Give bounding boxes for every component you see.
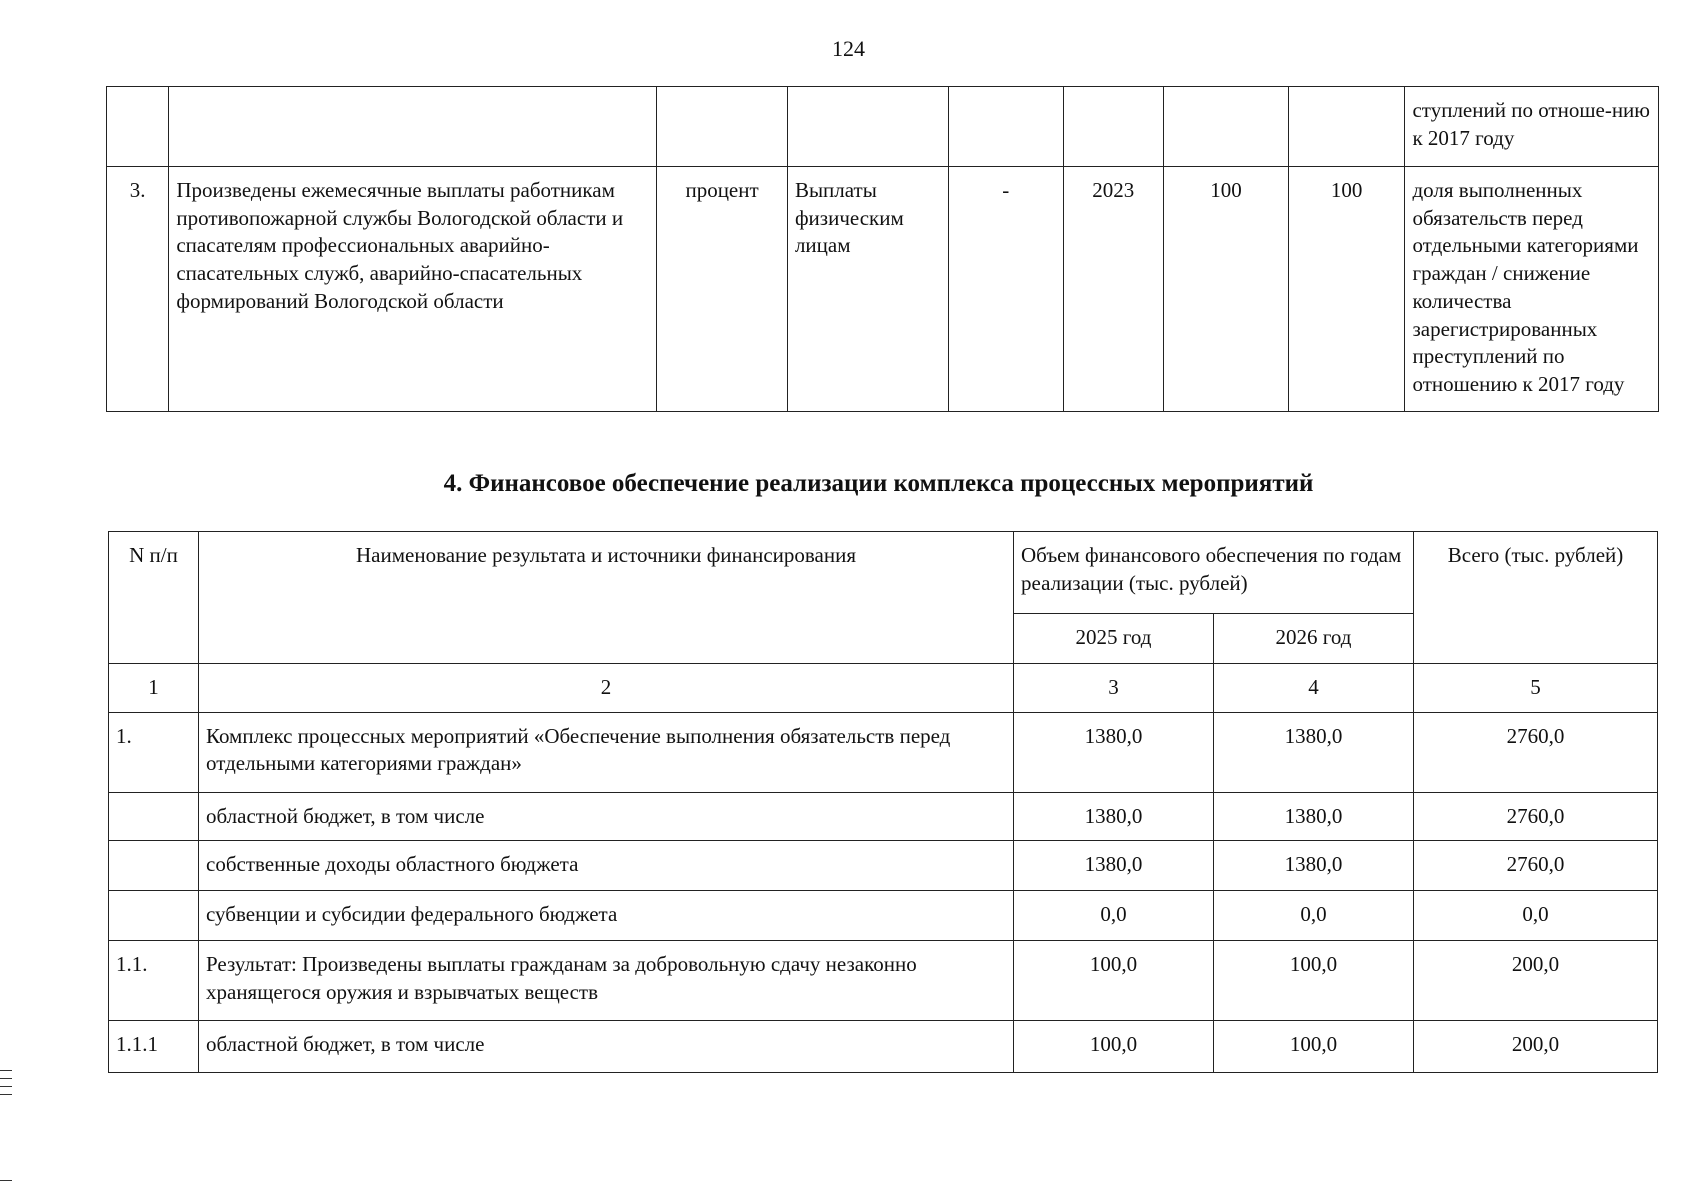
column-number: 1 [109, 664, 199, 713]
column-number: 4 [1214, 664, 1414, 713]
table-row [109, 792, 1658, 841]
value-total: 0,0 [1414, 891, 1658, 941]
value-2025: 100,0 [1014, 941, 1214, 1021]
column-number: 3 [1014, 664, 1214, 713]
financing-table [108, 531, 1658, 1073]
row-name: Результат: Произведены выплаты гражданам за добровольную сдачу незаконно хранящегося оружия и взрывчатых веществ [199, 941, 1014, 1021]
row-number: 1.1.1 [109, 1021, 199, 1073]
result-name: Произведены ежемесячные выплаты работникам противопожарной службы Вологодской области и спасателям профессиональных аварийно-спасательных служб, аварийно-спасательных формирований Вологодской области [169, 167, 657, 412]
column-number: 2 [199, 664, 1014, 713]
table-row [109, 891, 1658, 941]
row-number [109, 841, 199, 891]
value-2026: 1380,0 [1214, 841, 1414, 891]
row-name: областной бюджет, в том числе [199, 1021, 1014, 1073]
table-row [109, 941, 1658, 1021]
binding-mark [0, 1180, 12, 1181]
value-2026: 1380,0 [1214, 712, 1414, 792]
header-year-2025: 2025 год [1014, 614, 1214, 664]
value-2026: 1380,0 [1214, 792, 1414, 841]
unit-cell: процент [657, 167, 788, 412]
row-number [109, 891, 199, 941]
value-cell: 100 [1164, 167, 1289, 412]
row-number: 1. [109, 712, 199, 792]
header-name: Наименование результата и источники финансирования [199, 532, 1014, 664]
section-title: 4. Финансовое обеспечение реализации комплекса процессных мероприятий [443, 470, 1314, 497]
column-number: 5 [1414, 664, 1658, 713]
page-number: 124 [832, 36, 865, 61]
value-total: 200,0 [1414, 941, 1658, 1021]
header-row [109, 532, 1658, 614]
binding-mark [0, 1086, 12, 1087]
table-cell: ступлений по отноше-нию к 2017 году [1405, 87, 1659, 167]
binding-mark [0, 1094, 12, 1095]
table-row [109, 712, 1658, 792]
value-2026: 100,0 [1214, 1021, 1414, 1073]
header-year-2026: 2026 год [1214, 614, 1414, 664]
value-total: 2760,0 [1414, 712, 1658, 792]
column-number-row [109, 664, 1658, 713]
row-name: субвенции и субсидии федерального бюджета [199, 891, 1014, 941]
value-2026: 0,0 [1214, 891, 1414, 941]
table-row [109, 1021, 1658, 1073]
year-cell: 2023 [1063, 167, 1164, 412]
header-volume: Объем финансового обеспечения по годам реализации (тыс. рублей) [1014, 532, 1414, 614]
row-number [109, 792, 199, 841]
value-total: 200,0 [1414, 1021, 1658, 1073]
table-row [107, 167, 1659, 412]
value-2025: 100,0 [1014, 1021, 1214, 1073]
value-2025: 1380,0 [1014, 712, 1214, 792]
header-num: N п/п [109, 532, 199, 664]
value-total: 2760,0 [1414, 792, 1658, 841]
binding-mark [0, 1070, 12, 1071]
link-cell: доля выполненных обязательств перед отдельными категориями граждан / снижение количества зарегистрированных преступлений по отношению к 2017 году [1405, 167, 1659, 412]
value-2025: 1380,0 [1014, 792, 1214, 841]
value-cell: 100 [1288, 167, 1405, 412]
row-number: 3. [107, 167, 169, 412]
row-number: 1.1. [109, 941, 199, 1021]
value-2025: 1380,0 [1014, 841, 1214, 891]
base-value-cell: - [948, 167, 1063, 412]
results-table [106, 86, 1659, 412]
row-name: областной бюджет, в том числе [199, 792, 1014, 841]
value-2026: 100,0 [1214, 941, 1414, 1021]
value-2025: 0,0 [1014, 891, 1214, 941]
value-total: 2760,0 [1414, 841, 1658, 891]
table-row [107, 87, 1659, 167]
row-name: Комплекс процессных мероприятий «Обеспечение выполнения обязательств перед отдельными категориями граждан» [199, 712, 1014, 792]
binding-mark [0, 1078, 12, 1079]
type-cell: Выплаты физическим лицам [787, 167, 948, 412]
header-total: Всего (тыс. рублей) [1414, 532, 1658, 664]
table-row [109, 841, 1658, 891]
row-name: собственные доходы областного бюджета [199, 841, 1014, 891]
